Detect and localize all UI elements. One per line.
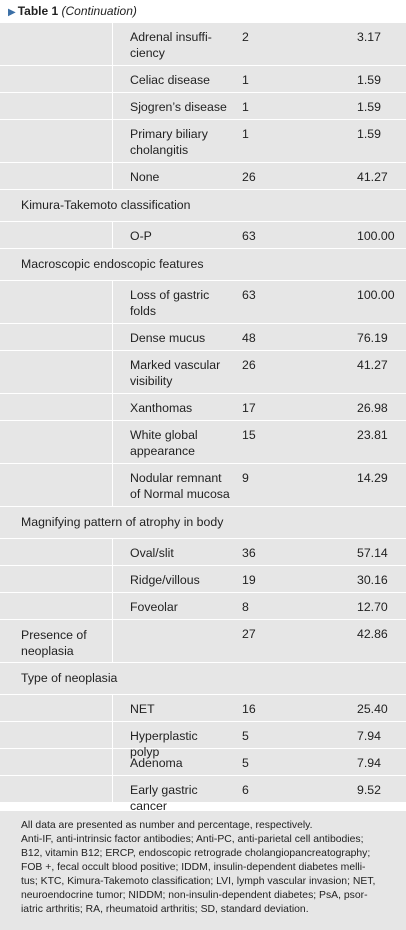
count-cell: 63	[242, 229, 256, 243]
main-category-cell	[0, 120, 112, 162]
continuation-label: (Continuation)	[61, 4, 137, 18]
main-category-cell	[0, 776, 112, 802]
table-row	[0, 421, 406, 464]
subcategory-line: O-P	[130, 229, 152, 243]
subcategory-line: folds	[130, 304, 156, 318]
subcategory-cell	[112, 281, 238, 323]
subcategory-line: Adenoma	[130, 756, 183, 770]
count-cell: 2	[242, 30, 249, 44]
footnote-line: All data are presented as number and percentage, respectively.	[21, 820, 313, 831]
percentage-cell: 14.29	[357, 471, 388, 485]
percentage-cell: 57.14	[357, 546, 388, 560]
table-row	[0, 464, 406, 507]
main-category-cell	[0, 566, 112, 592]
subcategory-cell	[112, 421, 238, 463]
count-cell: 26	[242, 170, 256, 184]
table-section-header: Macroscopic endoscopic features	[0, 249, 406, 281]
subcategory-line: Primary biliary	[130, 127, 208, 141]
subcategory-line: NET	[130, 702, 155, 716]
table-row	[0, 566, 406, 593]
subcategory-line: Sjogren’s disease	[130, 100, 227, 114]
caption-arrow-icon: ▶	[8, 7, 16, 18]
percentage-cell: 1.59	[357, 73, 381, 87]
table-section-header: Type of neoplasia	[0, 663, 406, 695]
count-cell: 6	[242, 783, 249, 797]
count-cell: 8	[242, 600, 249, 614]
footnote-line: neuroendocrine tumor; NIDDM; non-insulin-dependent diabetes; PsA, psor-	[21, 890, 368, 901]
percentage-cell: 100.00	[357, 288, 395, 302]
subcategory-line: of Normal mucosa	[130, 487, 230, 501]
subcategory-line: Oval/slit	[130, 546, 174, 560]
main-category-cell	[0, 394, 112, 420]
main-category-cell	[0, 539, 112, 565]
subcategory-line: Dense mucus	[130, 331, 206, 345]
subcategory-line: Loss of gastric	[130, 288, 210, 302]
subcategory-cell	[112, 539, 238, 565]
subcategory-line: Celiac disease	[130, 73, 210, 87]
main-category-cell	[0, 163, 112, 189]
footnote-line: tus; KTC, Kimura-Takemoto classification; LVI, lymph vascular invasion; NET,	[21, 876, 376, 887]
table-row	[0, 695, 406, 722]
percentage-cell: 26.98	[357, 401, 388, 415]
subcategory-line: Foveolar	[130, 600, 178, 614]
count-cell: 1	[242, 127, 249, 141]
table-section-header: Kimura-Takemoto classification	[0, 190, 406, 222]
count-cell: 15	[242, 428, 256, 442]
data-table	[0, 22, 406, 813]
main-category-cell	[0, 421, 112, 463]
subcategory-line: Hyperplastic polyp	[130, 729, 198, 759]
subcategory-line: Ridge/villous	[130, 573, 200, 587]
percentage-cell: 76.19	[357, 331, 388, 345]
table-section-header: Magnifying pattern of atrophy in body	[0, 507, 406, 539]
subcategory-cell	[112, 23, 238, 65]
percentage-cell: 30.16	[357, 573, 388, 587]
table-row	[0, 93, 406, 120]
main-category-cell	[0, 324, 112, 350]
count-cell: 48	[242, 331, 256, 345]
table-row	[0, 593, 406, 620]
subcategory-cell	[112, 566, 238, 592]
main-category-cell	[0, 222, 112, 248]
table-row	[0, 281, 406, 324]
count-cell: 17	[242, 401, 256, 415]
percentage-cell: 1.59	[357, 127, 381, 141]
main-category-cell	[0, 23, 112, 65]
subcategory-line: White global	[130, 428, 198, 442]
count-cell: 26	[242, 358, 256, 372]
table-row	[0, 776, 406, 813]
table-row	[0, 324, 406, 351]
subcategory-cell	[112, 464, 238, 506]
percentage-cell: 42.86	[357, 627, 388, 641]
main-category-cell	[0, 66, 112, 92]
main-category-line: Presence of	[21, 628, 87, 642]
table-caption	[0, 0, 406, 22]
count-cell: 16	[242, 702, 256, 716]
count-cell: 63	[242, 288, 256, 302]
percentage-cell: 41.27	[357, 358, 388, 372]
subcategory-cell	[112, 163, 238, 189]
footnote-line: B12, vitamin B12; ERCP, endoscopic retrograde cholangiopancreatography;	[21, 848, 371, 859]
count-cell: 36	[242, 546, 256, 560]
percentage-cell: 23.81	[357, 428, 388, 442]
subcategory-cell	[112, 394, 238, 420]
subcategory-line: ciency	[130, 46, 165, 60]
percentage-cell: 41.27	[357, 170, 388, 184]
table-row	[0, 163, 406, 190]
table-row	[0, 620, 406, 663]
footnote-line: iatric arthritis; RA, rheumatoid arthritis; SD, standard deviation.	[21, 904, 309, 915]
main-category-cell	[0, 749, 112, 775]
subcategory-cell	[112, 66, 238, 92]
table-row	[0, 222, 406, 249]
main-category-cell	[0, 593, 112, 619]
subcategory-line: cholangitis	[130, 143, 189, 157]
subcategory-cell	[112, 324, 238, 350]
count-cell: 9	[242, 471, 249, 485]
count-cell: 27	[242, 627, 256, 641]
table-footnote	[0, 811, 406, 930]
table-label: Table 1	[17, 4, 59, 18]
subcategory-cell	[112, 722, 238, 759]
footnote-line: FOB +, fecal occult blood positive; IDDM, insulin-dependent diabetes melli-	[21, 862, 366, 873]
table-row	[0, 539, 406, 566]
percentage-cell: 1.59	[357, 100, 381, 114]
percentage-cell: 7.94	[357, 729, 381, 743]
subcategory-cell	[112, 222, 238, 248]
subcategory-cell	[112, 120, 238, 162]
table-row	[0, 120, 406, 163]
subcategory-line: Xanthomas	[130, 401, 193, 415]
count-cell: 1	[242, 100, 249, 114]
table-row	[0, 749, 406, 776]
subcategory-line: Early gastric cancer	[130, 783, 198, 813]
percentage-cell: 3.17	[357, 30, 381, 44]
subcategory-cell	[112, 620, 238, 662]
main-category-line: neoplasia	[21, 644, 74, 658]
subcategory-cell	[112, 776, 238, 813]
percentage-cell: 7.94	[357, 756, 381, 770]
main-category-cell	[0, 695, 112, 721]
main-category-cell	[0, 620, 112, 662]
count-cell: 19	[242, 573, 256, 587]
subcategory-cell	[112, 695, 238, 721]
percentage-cell: 25.40	[357, 702, 388, 716]
count-cell: 5	[242, 729, 249, 743]
count-cell: 1	[242, 73, 249, 87]
percentage-cell: 100.00	[357, 229, 395, 243]
table-row	[0, 394, 406, 421]
table-row	[0, 722, 406, 759]
main-category-cell	[0, 93, 112, 119]
subcategory-cell	[112, 749, 238, 775]
table-row	[0, 351, 406, 394]
subcategory-line: Adrenal insuffi-	[130, 30, 212, 44]
subcategory-cell	[112, 351, 238, 393]
main-category-cell	[0, 281, 112, 323]
subcategory-cell	[112, 593, 238, 619]
table-row	[0, 23, 406, 66]
count-cell: 5	[242, 756, 249, 770]
subcategory-line: appearance	[130, 444, 195, 458]
subcategory-line: Marked vascular	[130, 358, 221, 372]
subcategory-line: None	[130, 170, 160, 184]
percentage-cell: 12.70	[357, 600, 388, 614]
subcategory-line: visibility	[130, 374, 173, 388]
subcategory-line: Nodular remnant	[130, 471, 222, 485]
main-category-cell	[0, 722, 112, 748]
percentage-cell: 9.52	[357, 783, 381, 797]
main-category-cell	[0, 351, 112, 393]
main-category-cell	[0, 464, 112, 506]
subcategory-cell	[112, 93, 238, 119]
footnote-line: Anti-IF, anti-intrinsic factor antibodies; Anti-PC, anti-parietal cell antibodies;	[21, 834, 364, 845]
table-row	[0, 66, 406, 93]
